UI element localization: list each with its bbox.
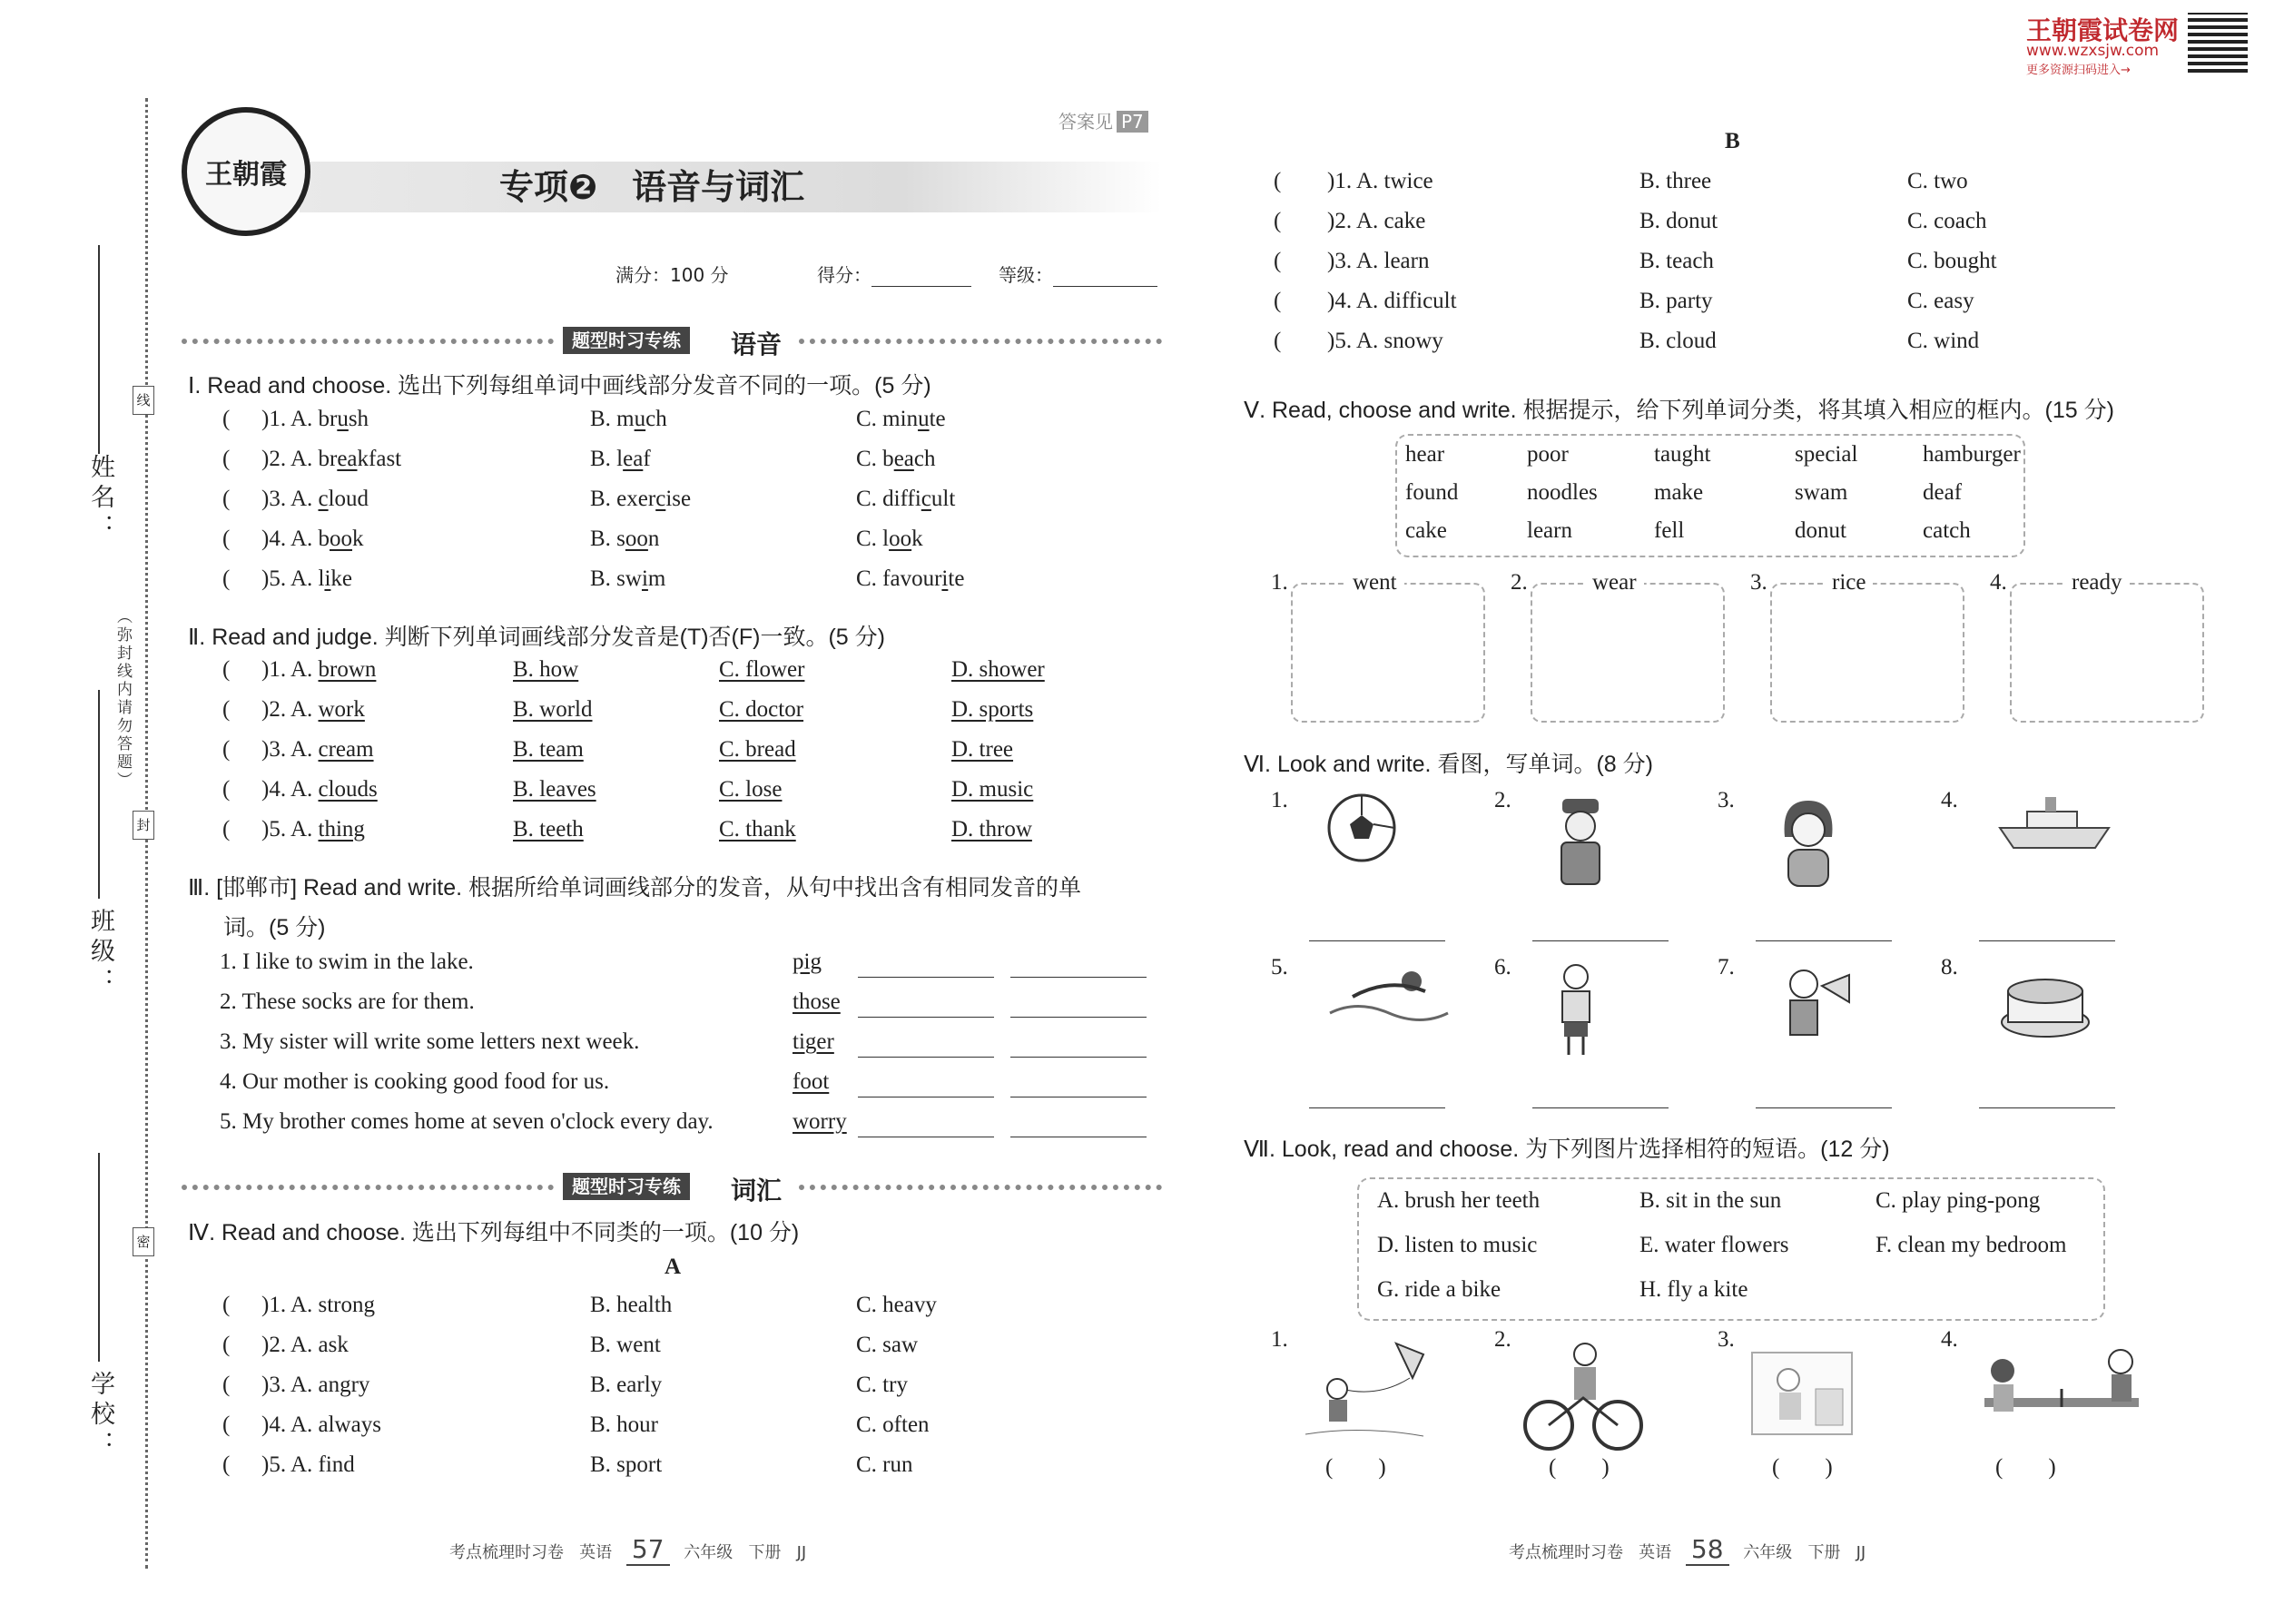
option-a-underline: u [337,407,349,431]
q3-sentence: 1. I like to swim in the lake. [220,950,474,974]
option-a-underline: oo [330,527,352,551]
answer-blank[interactable] [1979,940,2115,941]
q2-option-c: C. doctor [719,697,804,722]
word-bank-word: deaf [1923,480,1963,505]
q4-item: )4. A. difficult [1327,289,1457,313]
phrase-picture-2 [1520,1334,1647,1456]
word-bank-word: make [1654,480,1704,505]
q2-option-b: B. leaves [513,777,596,802]
option-b: ch [645,407,667,431]
item-number: )2. A. [261,697,319,722]
section-tag: 题型时习专练 [563,327,690,354]
sort-box[interactable] [1770,583,1964,723]
answer-blank[interactable] [1532,940,1669,941]
option-a: clouds [318,777,378,802]
q1-option-c [856,447,936,472]
answer-paren[interactable]: ( [222,697,231,722]
q2-item [261,737,374,763]
mark-line: 线 [133,386,154,415]
word-bank-word: fell [1654,518,1685,543]
phrase-option: H. fly a kite [1639,1277,1748,1302]
q2-option-d: D. music [951,777,1034,802]
picture-2 [1549,792,1612,895]
answer-paren[interactable]: ( [1274,329,1282,353]
sort-box-label: ready [2064,570,2130,595]
full-score: 满分：100 分 [615,264,729,286]
q4-option-b: B. teach [1639,249,1714,273]
q4-option-c: C. try [856,1373,908,1397]
answer-paren[interactable]: ( [222,777,231,802]
answer-paren[interactable]: ( ) [1772,1455,1833,1480]
section-word: 词汇 [731,1176,783,1206]
answer-ref-label: 答案见 [1058,111,1113,133]
option-a-underline: ea [337,447,358,471]
q4-option-b: B. party [1639,289,1713,313]
q2-option-c: C. flower [719,657,805,682]
phrase-option: B. sit in the sun [1639,1188,1782,1213]
q3-key-word: worry [793,1109,847,1134]
q4-option-c: C. wind [1907,329,1980,353]
page-number: 57 [626,1534,670,1566]
q3-sentence: 5. My brother comes home at seven o'clock every day. [220,1109,714,1134]
answer-blank[interactable] [1010,1057,1147,1058]
word-bank-word: found [1405,480,1459,505]
option-b: n [647,527,660,551]
option-a: br [318,407,338,431]
word-bank-word: hamburger [1923,442,2021,467]
option-b: B. sw [590,566,642,591]
q4-option-b: B. early [590,1373,663,1397]
footer-edition: JJ [796,1543,807,1562]
option-a: brown [318,657,377,682]
answer-paren[interactable]: ( [222,487,231,511]
option-a: l [318,566,325,591]
q2-option-d: D. tree [951,737,1014,762]
option-b: B. l [590,447,624,471]
q4-item: )4. A. always [261,1412,381,1437]
item-number: )1. A. [261,657,319,682]
q3-sentence: 3. My sister will write some letters next week. [220,1029,640,1054]
q6-title: Ⅵ. Look and write. 看图，写单词。(8 分) [1244,752,1653,777]
option-c-underline: i [941,566,949,591]
answer-blank[interactable] [1756,1107,1892,1108]
q4-option-c: C. heavy [856,1293,937,1317]
sort-box[interactable] [1291,583,1485,723]
sort-box[interactable] [2010,583,2204,723]
brand-name: 王朝霞试卷网 [2026,15,2180,45]
q2-option-d: D. throw [951,817,1032,842]
q3-sentence: 4. Our mother is cooking good food for us. [220,1069,610,1094]
logo-text: 王朝霞 [205,159,287,191]
q4-item: )3. A. angry [261,1373,370,1397]
option-b: m [647,566,666,591]
picture-number: 3. [1718,1327,1735,1352]
option-b: ise [665,487,692,511]
picture-number: 8. [1941,955,1958,979]
picture-number: 5. [1271,955,1288,979]
q4-option-b: B. cloud [1639,329,1717,353]
grade-field[interactable] [999,261,1157,287]
answer-paren[interactable]: ( [222,1412,231,1437]
q4-option-c: C. often [856,1412,930,1437]
picture-number: 4. [1941,1327,1958,1352]
q4-option-b: B. three [1639,169,1712,193]
grade-label: 等级： [999,264,1053,286]
q4-item: )1. A. twice [1327,169,1433,193]
answer-paren[interactable]: ( ) [1549,1455,1610,1480]
picture-number: 6. [1494,955,1511,979]
q2-item [261,817,365,842]
section-bar-phonics [182,327,1162,359]
footer-volume: 下册 [1807,1543,1841,1562]
option-c-underline: ea [893,447,914,471]
option-c: C. l [856,527,890,551]
section-bar-vocab [182,1173,1162,1206]
q4-item: )5. A. snowy [1327,329,1443,353]
q4-option-b: B. donut [1639,209,1718,233]
q2-option-b: B. team [513,737,584,762]
option-a: br [318,447,338,471]
q3-title: Ⅲ. [邯郸市] Read and write. 根据所给单词画线部分的发音，从句中找出含有相同发音的单 [188,875,1082,901]
footer-edition: JJ [1856,1543,1866,1562]
q2-title: Ⅱ. Read and judge. 判断下列单词画线部分发音是(T)否(F)一致。(5 分) [188,625,885,650]
phrase-option: C. play ping-pong [1876,1188,2041,1213]
item-number: )4. A. [261,527,319,551]
sort-box-label: rice [1825,570,1873,595]
q2-option-c: C. bread [719,737,796,762]
footer-right [1509,1534,1866,1564]
name-label: 姓名： [86,454,114,544]
section-word: 语音 [731,330,783,359]
q4-option-c: C. easy [1907,289,1974,313]
answer-blank[interactable] [858,1057,994,1058]
option-a: loud [328,487,369,511]
q4-part-a: A [665,1255,682,1279]
answer-paren[interactable]: ( [222,737,231,762]
answer-paren[interactable]: ( [1274,289,1282,313]
word-bank-word: noodles [1527,480,1598,505]
answer-paren[interactable]: ( [222,1333,231,1357]
page-title: 专项❷ 语音与词汇 [499,167,805,207]
box-number: 3. [1750,570,1767,595]
answer-blank[interactable] [858,977,994,978]
q3-key-word: pig [793,950,822,974]
q7-title: Ⅶ. Look, read and choose. 为下列图片选择相符的短语。(12 分) [1244,1137,1890,1162]
word-bank-word: donut [1795,518,1846,543]
word-bank-word: learn [1527,518,1572,543]
option-c: te [929,407,946,431]
answer-paren[interactable]: ( [1274,209,1282,233]
q4-option-c: C. bought [1907,249,1997,273]
picture-4 [1995,792,2113,859]
q4-part-b: B [1725,129,1740,153]
word-bank-word: poor [1527,442,1569,467]
picture-8 [1995,959,2095,1053]
q1-title: Ⅰ. Read and choose. 选出下列每组单词中画线部分发音不同的一项。(5 分) [188,373,931,399]
q4-title: Ⅳ. Read and choose. 选出下列每组中不同类的一项。(10 分) [188,1220,800,1245]
answer-paren[interactable]: ( [1274,169,1282,193]
picture-5 [1325,959,1452,1035]
q4-option-b: B. health [590,1293,673,1317]
footer-subject: 英语 [1639,1543,1672,1562]
picture-7 [1772,959,1863,1062]
picture-3 [1772,792,1845,895]
answer-blank[interactable] [1309,1107,1445,1108]
q3-key-word: those [793,989,841,1014]
phrase-option: F. clean my bedroom [1876,1233,2067,1257]
q1-option-c [856,527,923,552]
section-tag: 题型时习专练 [563,1173,690,1200]
option-c: te [948,566,965,591]
option-c: ch [913,447,936,471]
sort-box-label: wear [1585,570,1644,595]
score-label: 得分： [817,264,871,286]
option-b-underline: oo [625,527,648,551]
school-label: 学校： [86,1371,114,1461]
answer-paren[interactable]: ( [222,1373,231,1397]
q1-option-b [590,487,691,512]
qr-code-icon [2188,13,2248,73]
item-number: )4. A. [261,777,319,802]
answer-paren[interactable]: ( [222,407,231,431]
option-c-underline: c [921,487,931,511]
item-number: )3. A. [261,737,319,762]
box-number: 1. [1271,570,1288,595]
q1-item [261,527,364,552]
answer-blank[interactable] [1979,1107,2115,1108]
q2-option-d: D. sports [951,697,1034,722]
phrase-option: G. ride a bike [1377,1277,1501,1302]
option-a: thing [318,817,365,842]
brand-url: www.wzxsjw.com [2026,42,2160,60]
q4-item: )2. A. cake [1327,209,1426,233]
q4-item: )5. A. find [261,1452,355,1477]
picture-number: 3. [1718,788,1735,812]
item-number: )5. A. [261,566,319,591]
q1-item [261,447,401,472]
picture-number: 1. [1271,1327,1288,1352]
option-c-underline: oo [889,527,912,551]
q1-option-c [856,566,964,592]
option-c: k [911,527,923,551]
q1-option-b [590,407,667,432]
page-number: 58 [1686,1534,1729,1566]
brand-tagline: 更多资源扫码进入→ [2026,64,2131,77]
answer-paren[interactable]: ( ) [1325,1455,1386,1480]
item-number: )5. A. [261,817,319,842]
picture-number: 1. [1271,788,1288,812]
q4-option-c: C. saw [856,1333,919,1357]
option-c: C. favour [856,566,942,591]
sort-box[interactable] [1531,583,1725,723]
option-a: ke [330,566,353,591]
class-line [98,690,100,899]
picture-6 [1549,959,1603,1062]
box-number: 2. [1511,570,1528,595]
sort-box-label: went [1345,570,1404,595]
word-bank-word: swam [1795,480,1848,505]
q3-key-word: foot [793,1069,830,1094]
q4-option-c: C. two [1907,169,1968,193]
answer-paren[interactable]: ( [222,566,231,591]
option-c-underline: u [918,407,930,431]
option-c: ult [930,487,956,511]
phrase-picture-3 [1743,1334,1861,1456]
answer-blank[interactable] [1532,1107,1669,1108]
picture-number: 4. [1941,788,1958,812]
q1-option-c [856,487,955,512]
option-a: cream [318,737,374,762]
option-a-underline: i [324,566,331,591]
answer-blank[interactable] [858,1017,994,1018]
option-b-underline: i [641,566,648,591]
option-b: f [643,447,651,471]
q4-item: )1. A. strong [261,1293,375,1317]
option-a: k [352,527,364,551]
answer-blank[interactable] [1010,977,1147,978]
q2-option-b: B. world [513,697,593,722]
q2-item [261,657,376,683]
q2-option-d: D. shower [951,657,1045,682]
footer-volume: 下册 [748,1543,782,1562]
q3-title-cont: 词。(5 分) [223,915,326,940]
q4-item: )3. A. learn [1327,249,1430,273]
answer-paren[interactable]: ( [1274,249,1282,273]
option-b-underline: ea [623,447,644,471]
option-a: work [318,697,365,722]
footer-subject: 英语 [579,1543,613,1562]
q1-option-b [590,527,659,552]
mark-seal: 封 [133,811,154,840]
q2-option-b: B. teeth [513,817,584,842]
word-bank-word: hear [1405,442,1445,467]
q2-option-c: C. thank [719,817,796,842]
picture-1 [1325,792,1398,868]
option-a: b [318,527,330,551]
answer-blank[interactable] [1010,1017,1147,1018]
footer-left [449,1534,806,1564]
answer-paren[interactable]: ( [222,1452,231,1477]
option-a: kfast [357,447,402,471]
q5-title: Ⅴ. Read, choose and write. 根据提示，给下列单词分类，将其填入相应的框内。(15 分) [1244,398,2114,423]
answer-paren[interactable]: ( ) [1995,1455,2056,1480]
answer-paren[interactable]: ( [222,817,231,842]
option-c: C. b [856,447,894,471]
option-b: B. s [590,527,625,551]
picture-number: 2. [1494,788,1511,812]
answer-ref-page: P7 [1117,111,1148,133]
option-b-underline: u [634,407,646,431]
answer-ref [1058,107,1148,133]
score-field[interactable] [817,261,971,287]
option-c: C. diffi [856,487,921,511]
q1-option-b [590,447,651,472]
picture-number: 7. [1718,955,1735,979]
q4-option-c: C. coach [1907,209,1987,233]
name-line [98,245,100,454]
q2-item [261,777,378,802]
q4-option-b: B. hour [590,1412,658,1437]
q4-option-b: B. sport [590,1452,663,1477]
q4-option-c: C. run [856,1452,913,1477]
option-b: B. exer [590,487,656,511]
q3-sentence: 2. These socks are for them. [220,989,475,1014]
word-bank-word: catch [1923,518,1971,543]
answer-paren[interactable]: ( [222,657,231,682]
phrase-option: A. brush her teeth [1377,1188,1541,1213]
word-bank-word: special [1795,442,1858,467]
picture-number: 2. [1494,1327,1511,1352]
answer-paren[interactable]: ( [222,447,231,471]
q1-item [261,407,369,432]
phrase-picture-4 [1966,1334,2148,1447]
option-b-underline: c [655,487,666,511]
item-number: )1. A. [261,407,319,431]
seal-note: （弥封线内请勿答题） [113,608,132,790]
word-bank-word: cake [1405,518,1447,543]
answer-blank[interactable] [1756,940,1892,941]
footer-grade: 六年级 [684,1543,733,1562]
phrase-picture-1 [1296,1334,1433,1447]
answer-blank[interactable] [1309,940,1445,941]
q2-option-b: B. how [513,657,579,682]
q4-item: )2. A. ask [261,1333,349,1357]
footer-grade: 六年级 [1743,1543,1793,1562]
q2-item [261,697,365,723]
option-b: B. m [590,407,635,431]
item-number: )2. A. [261,447,319,471]
item-number: )3. A. [261,487,319,511]
q2-option-c: C. lose [719,777,783,802]
mark-close: 密 [133,1227,154,1256]
q3-key-word: tiger [793,1029,834,1054]
answer-paren[interactable]: ( [222,1293,231,1317]
q4-option-b: B. went [590,1333,661,1357]
option-a: sh [348,407,369,431]
logo [182,107,310,236]
option-a-underline: c [318,487,329,511]
word-bank-word: taught [1654,442,1711,467]
footer-book: 考点梳理时习卷 [449,1543,564,1562]
phrase-option: D. listen to music [1377,1233,1538,1257]
footer-book: 考点梳理时习卷 [1509,1543,1623,1562]
option-c: C. min [856,407,919,431]
q1-item [261,566,352,592]
phrase-option: E. water flowers [1639,1233,1789,1257]
q1-option-c [856,407,946,432]
box-number: 4. [1990,570,2007,595]
school-line [98,1153,100,1362]
answer-paren[interactable]: ( [222,527,231,551]
class-label: 班级： [86,908,114,998]
q1-option-b [590,566,665,592]
q1-item [261,487,369,512]
